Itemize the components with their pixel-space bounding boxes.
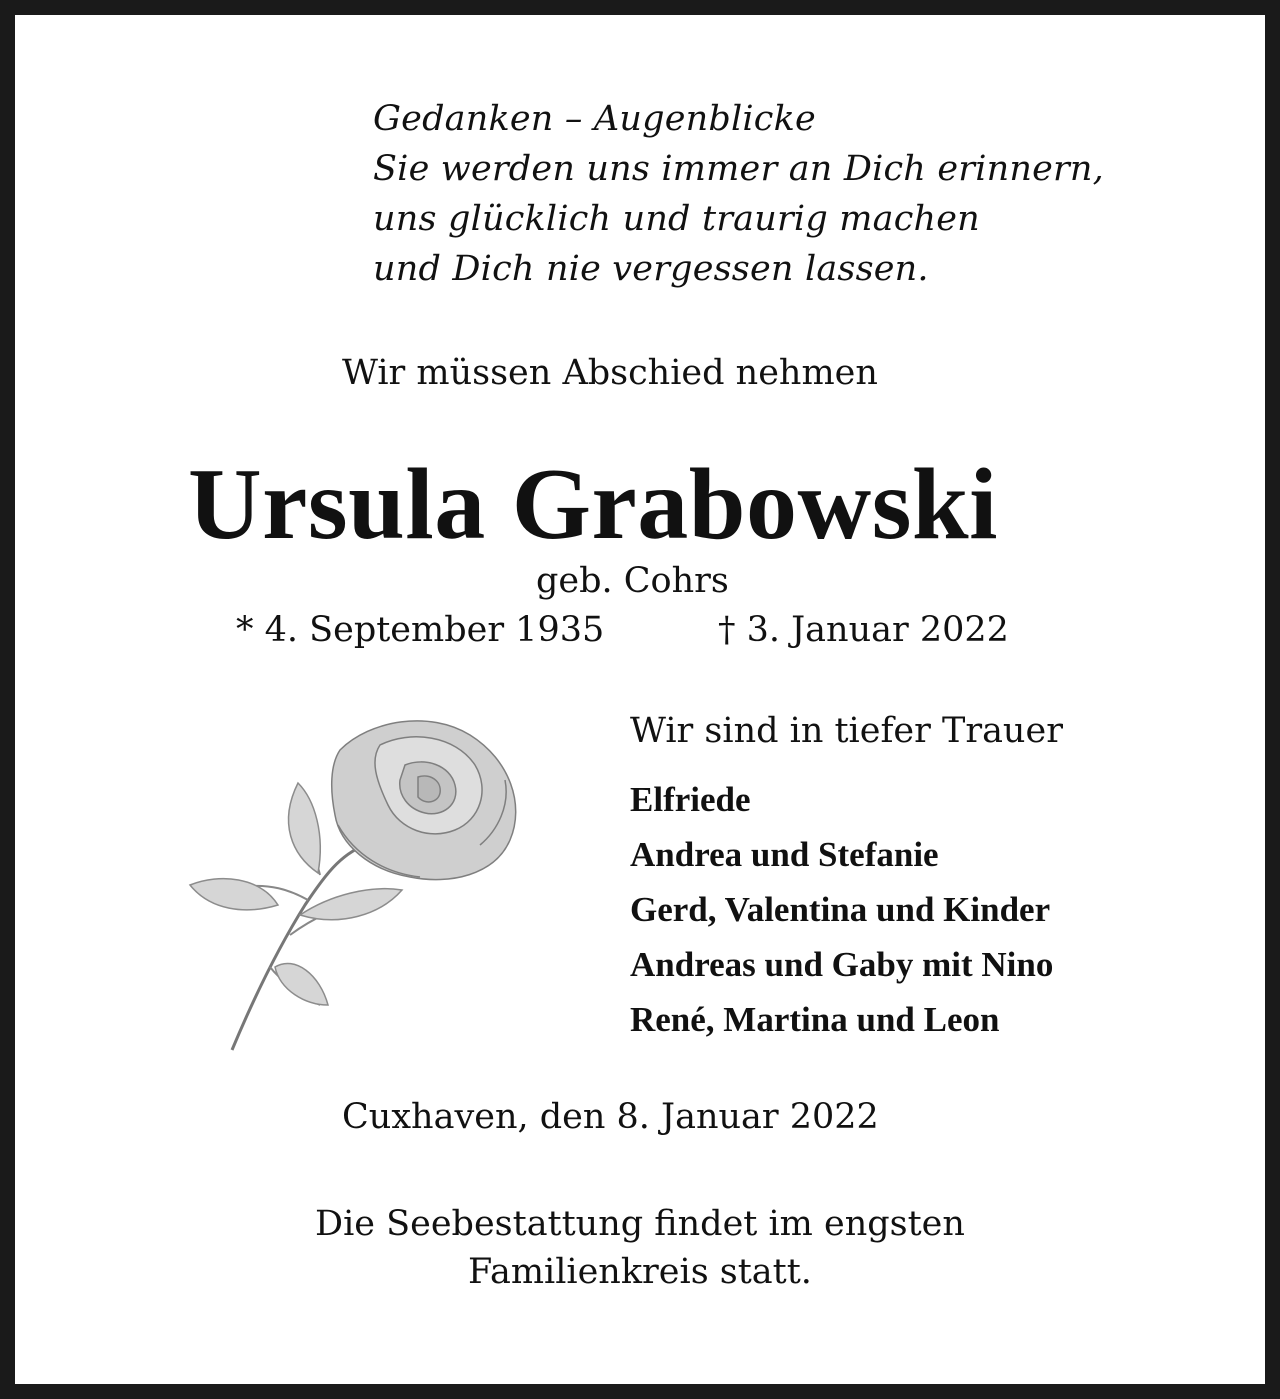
mourners-intro: Wir sind in tiefer Trauer <box>630 711 1063 751</box>
place-and-date: Cuxhaven, den 8. Januar 2022 <box>342 1097 879 1137</box>
poem-line: Sie werden uns immer an Dich erinnern, <box>373 149 1104 189</box>
burial-notice <box>0 1200 1280 1296</box>
mourner-name: Andrea und Stefanie <box>630 835 939 874</box>
mourner-name: Elfriede <box>630 780 751 819</box>
rose-illustration <box>180 705 530 1055</box>
poem-line: Gedanken – Augenblicke <box>373 99 816 139</box>
mourner-name: Andreas und Gaby mit Nino <box>630 945 1054 984</box>
death-date: † 3. Januar 2022 <box>718 610 1009 650</box>
farewell-intro-text: Wir müssen Abschied nehmen <box>342 353 878 393</box>
mourner-name: René, Martina und Leon <box>630 1000 1000 1039</box>
burial-line: Familienkreis statt. <box>468 1252 812 1292</box>
poem-line: uns glücklich und traurig machen <box>373 199 980 239</box>
birth-name-text: geb. Cohrs <box>536 561 729 601</box>
memorial-poem <box>373 94 1104 294</box>
mourners-list <box>630 772 1053 1047</box>
birth-date: * 4. September 1935 <box>236 610 605 650</box>
mourner-name: Gerd, Valentina und Kinder <box>630 890 1051 929</box>
poem-line: und Dich nie vergessen lassen. <box>373 249 929 289</box>
burial-line: Die Seebestattung findet im engsten <box>315 1204 965 1244</box>
deceased-name-text: Ursula Grabowski <box>188 448 998 561</box>
